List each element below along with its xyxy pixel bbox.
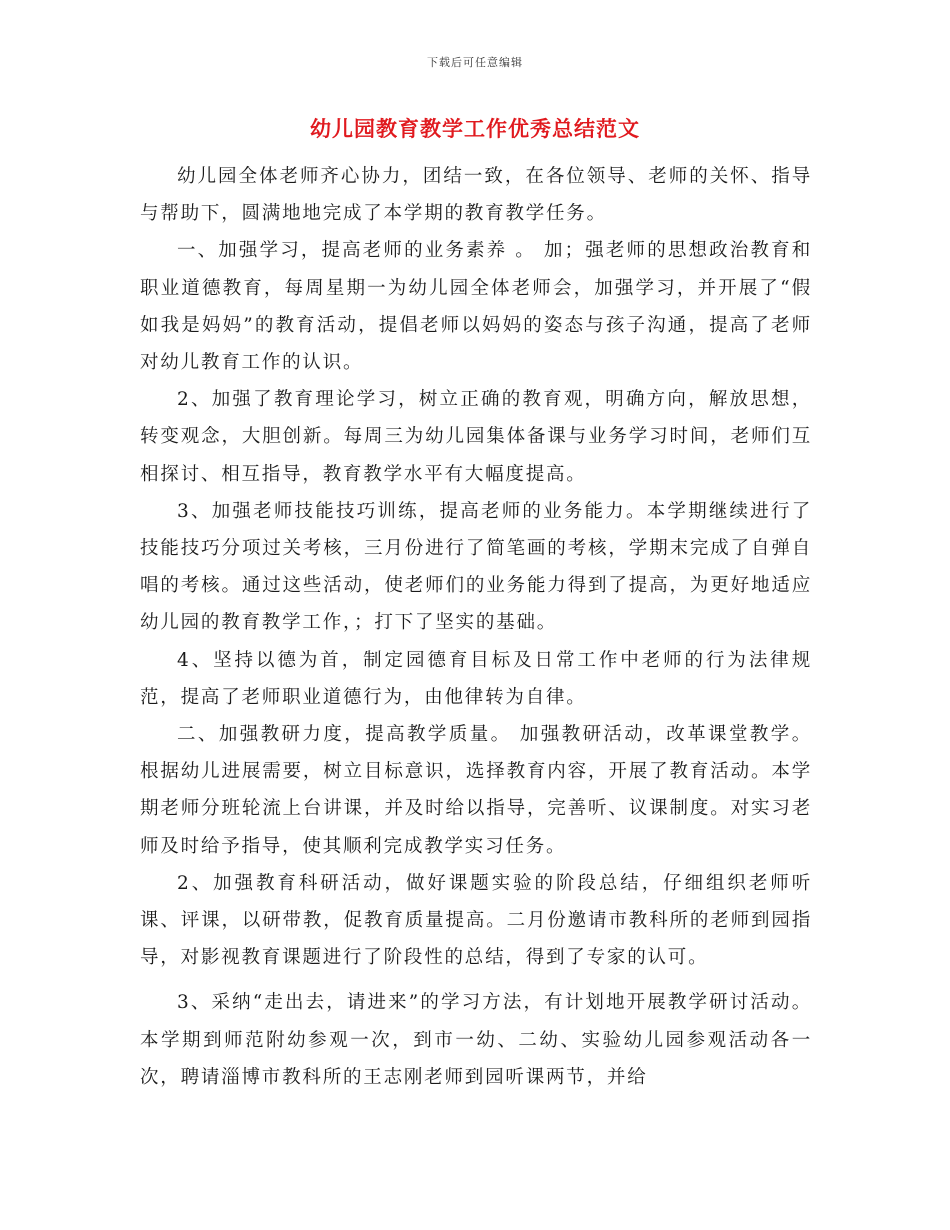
paragraph-intro: 幼儿园全体老师齐心协力，团结一致，在各位领导、老师的关怀、指导与帮助下，圆满地地完成了本学期的教育教学任务。 xyxy=(140,166,812,225)
paragraph-section-1: 一、加强学习，提高老师的业务素养 。 加；强老师的思想政治教育和职业道德教育，每周星期一为幼儿园全体老师会，加强学习，并开展了“假如我是妈妈”的教育活动，提倡老师以妈妈的姿态与孩子沟通，提高了老师对幼儿教育工作的认识。 xyxy=(140,240,812,374)
document-title: 幼儿园教育教学工作优秀总结范文 xyxy=(310,116,640,141)
paragraph-section-1-item-2: 2、加强了教育理论学习，树立正确的教育观，明确方向，解放思想，转变观念，大胆创新。每周三为幼儿园集体备课与业务学习时间，老师们互相探讨、相互指导，教育教学水平有大幅度提高。 xyxy=(140,389,812,485)
document-body xyxy=(140,158,812,1096)
paragraph-section-2: 二、加强教研力度，提高教学质量。 加强教研活动，改革课堂教学。根据幼儿进展需要，树立目标意识，选择教育内容，开展了教育活动。本学期老师分班轮流上台讲课，并及时给以指导，完善听、议课制度。对实习老师及时给予指导，使其顺利完成教学实习任务。 xyxy=(140,724,812,857)
paragraph-section-2-item-3: 3、采纳“走出去，请进来”的学习方法，有计划地开展教学研讨活动。本学期到师范附幼参观一次，到市一幼、二幼、实验幼儿园参观活动各一次，聘请淄博市教科所的王志刚老师到园听课两节，并给 xyxy=(140,992,812,1088)
paragraph-section-1-item-3: 3、加强老师技能技巧训练，提高老师的业务能力。本学期继续进行了技能技巧分项过关考核，三月份进行了简笔画的考核，学期末完成了自弹自唱的考核。通过这些活动，使老师们的业务能力得到了提高，为更好地适应幼儿园的教育教学工作，；打下了坚实的基础。 xyxy=(140,500,812,634)
paragraph-section-1-item-4: 4、坚持以德为首，制定园德育目标及日常工作中老师的行为法律规范，提高了老师职业道德行为，由他律转为自律。 xyxy=(140,649,812,708)
paragraph-section-2-item-2: 2、加强教育科研活动，做好课题实验的阶段总结，仔细组织老师听课、评课，以研带教，促教育质量提高。二月份邀请市教科所的老师到园指导，对影视教育课题进行了阶段性的总结，得到了专家的认可。 xyxy=(140,872,812,969)
header-note: 下载后可任意编辑 xyxy=(427,56,523,69)
